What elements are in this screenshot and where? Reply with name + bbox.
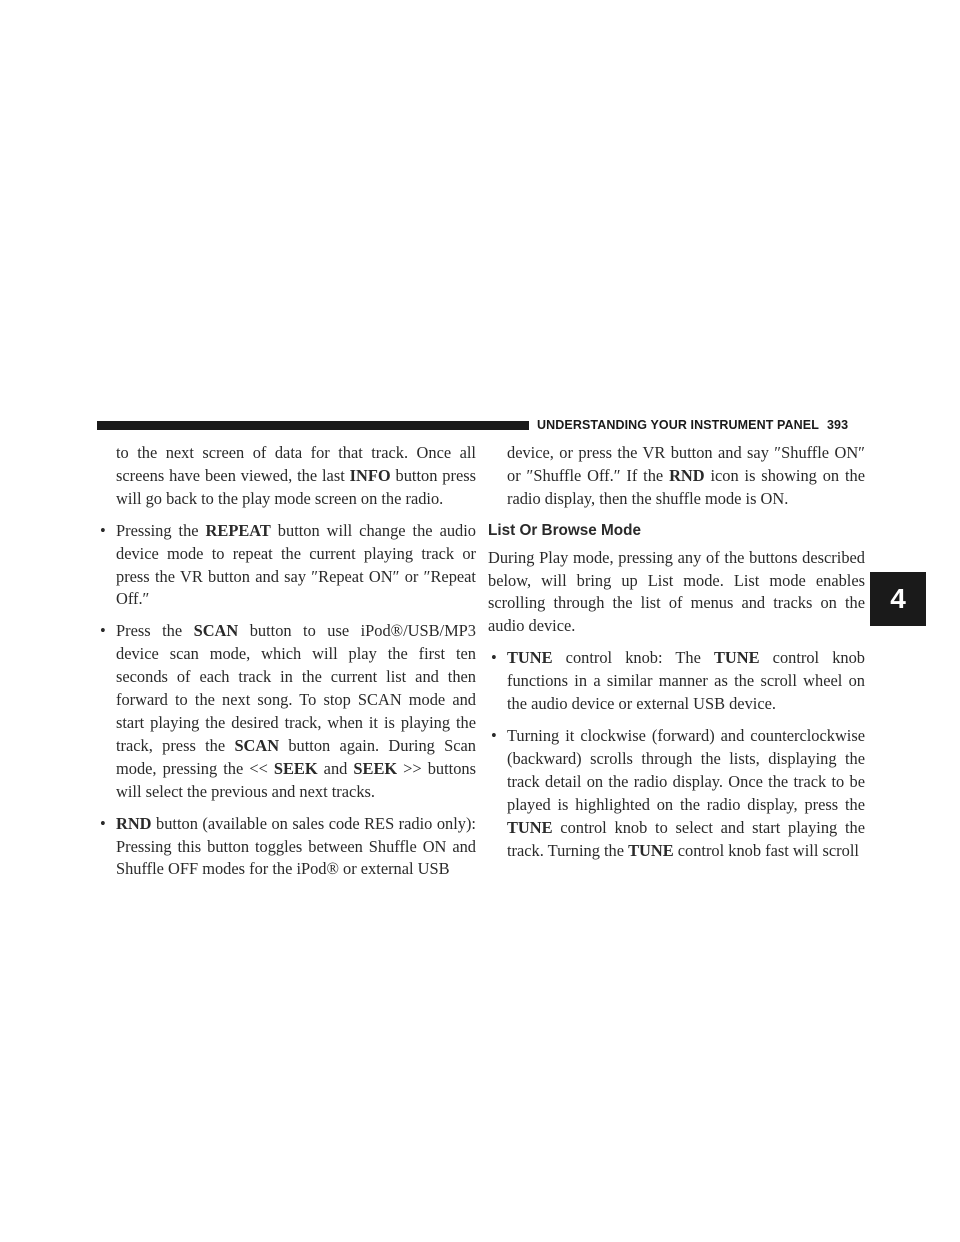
running-header	[537, 418, 848, 432]
header-title: UNDERSTANDING YOUR INSTRUMENT PANEL	[537, 418, 819, 432]
bullet-repeat: • Pressing the REPEAT button will change the audio device mode to repeat the current playing track or press the VR button and say ″Repeat ON″ or ″Repeat Off.″	[100, 520, 476, 609]
header-rule	[97, 421, 529, 430]
bullet-dot: •	[100, 520, 106, 540]
continued-paragraph: device, or press the VR button and say ″Shuffle ON″ or ″Shuffle Off.″ If the RND icon is showing on the radio display, then the shuffle mode is ON.	[507, 443, 865, 508]
bullet-dot: •	[100, 621, 106, 641]
continued-paragraph: to the next screen of data for that track. Once all screens have been viewed, the last INFO button press will go back to the play mode screen on the radio.	[116, 443, 476, 508]
right-column	[488, 442, 865, 862]
bullet-scan: • Press the SCAN button to use iPod®/USB/MP3 device scan mode, which will play the first ten seconds of each track in the current list and then forward to the next song. To stop SCAN mode and start playing the desired track, when it is playing the track, press the SCAN button again. During Scan mode, pressing the << SEEK and SEEK >> buttons will select the previous and next tracks.	[100, 621, 477, 801]
bullet-dot: •	[100, 813, 106, 833]
bullet-rnd: • RND button (available on sales code RES radio only): Pressing this button toggles between Shuffle ON and Shuffle OFF modes for the iPod® or external USB	[100, 813, 476, 879]
intro-paragraph: During Play mode, pressing any of the buttons described below, will bring up List mode. List mode enables scrolling through the list of menus and tracks on the audio device.	[488, 547, 865, 636]
left-column	[97, 442, 476, 881]
chapter-tab: 4	[870, 572, 926, 626]
bullet-tune: • TUNE control knob: The TUNE control knob functions in a similar manner as the scroll wheel on the audio device or external USB device.	[491, 648, 866, 714]
bullet-dot: •	[491, 648, 497, 668]
section-heading: List Or Browse Mode	[488, 521, 641, 539]
page-number: 393	[826, 418, 849, 432]
bullet-turning: • Turning it clockwise (forward) and counterclockwise (backward) scrolls through the lists, displaying the track detail on the radio display. Once the track to be played is highlighted on the radio display, press the TUNE control knob to select and start playing the track. Turning the TUNE control knob fast will scroll	[491, 725, 865, 860]
bullet-dot: •	[491, 725, 497, 745]
